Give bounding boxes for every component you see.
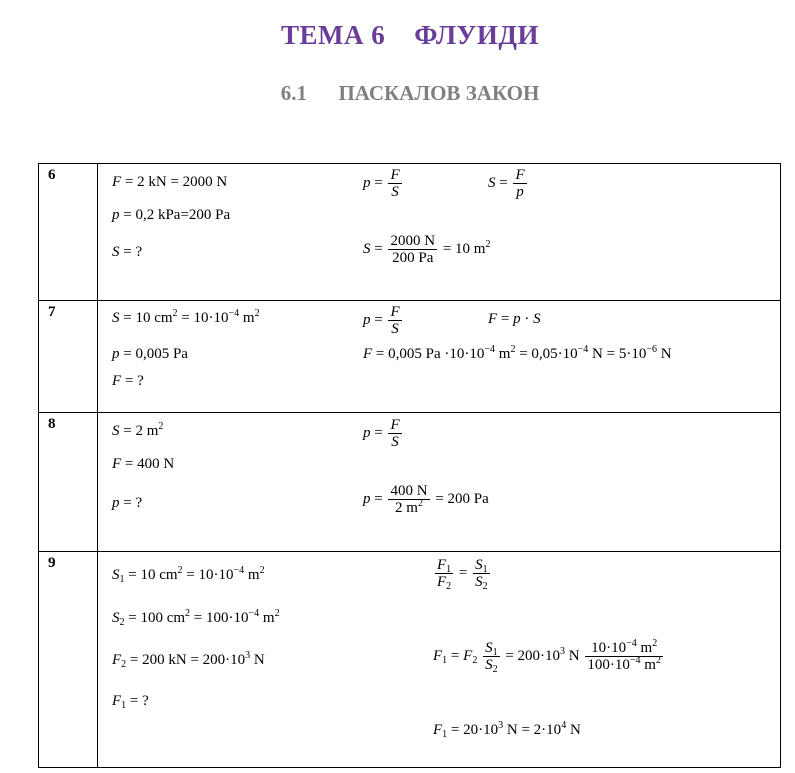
page-title: ТЕМА 6 ФЛУИДИ [281, 20, 539, 50]
given-line: F = 2 kN = 2000 N [112, 174, 228, 190]
given-line: p = 0,2 kPa=200 Pa [112, 207, 231, 223]
given-line: p = 0,005 Pa [112, 346, 188, 362]
solution-line: $F_1 = 20\cdot 10^3$ $N = 2\cdot 10^4$ N [433, 720, 581, 740]
problem-row [39, 552, 781, 768]
given-line: $F_2 = 200$ kN = $200\cdot 10^3$ N [112, 650, 265, 670]
problem-number: 8 [39, 413, 98, 552]
problem-content [98, 164, 781, 301]
problem-number: 9 [39, 552, 98, 768]
problem-number: 7 [39, 301, 98, 413]
given-line: $S_1 = 10$ $cm^2 = 10\cdot 10^{-4}$ $m^2$ [112, 565, 265, 585]
problem-row [39, 164, 781, 301]
formula: p = $\frac{F}{S}$ [363, 167, 400, 200]
solution-line: S = $\frac{2000 N}{200 Pa}$ = 10 $m^2$ [363, 233, 491, 266]
section-subtitle: 6.1 ПАСКАЛОВ ЗАКОН [280, 81, 540, 105]
given-line: $F_1$ = ? [112, 693, 149, 711]
given-line: F = ? [112, 373, 144, 389]
formula: F = p · S [488, 311, 541, 327]
given-line: $S_2 = 100$ $cm^2 = 100\cdot 10^{-4}$ $m^2$ [112, 608, 280, 628]
problem-content [98, 552, 781, 768]
given-line: S = 2 $m^2$ [112, 421, 164, 439]
problem-content [98, 413, 781, 552]
solution-line: F = 0,005 $Pa \cdot 10\cdot 10^{-4}$ $m^2 = 0,05\cdot 10^{-4}$ $N = 5\cdot 10^{-6}$ N [363, 344, 672, 362]
formula: $\frac{F_1}{F_2}$ = $\frac{S_1}{S_2}$ [437, 557, 488, 592]
given-line: F = 400 N [112, 456, 175, 472]
formula: S = $\frac{F}{p}$ [488, 167, 525, 200]
problems-table [38, 163, 781, 768]
given-line: S = 10 $cm^2 = 10\cdot 10^{-4}$ $m^2$ [112, 308, 260, 326]
problem-row [39, 301, 781, 413]
problem-number: 6 [39, 164, 98, 301]
formula: p = $\frac{F}{S}$ [363, 417, 400, 450]
given-line: S = ? [112, 244, 143, 260]
solution-line: p = $\frac{400 N}{2 m^2}$ = 200 Pa [363, 483, 489, 516]
problem-row [39, 413, 781, 552]
problem-content [98, 301, 781, 413]
solution-line: $F_1 = F_2$ $\frac{S_1}{S_2}$ = $200\cdot 10^3$ N $\frac{10\cdot 10^{-4} m^2}{100\cdot 10^{-4} m^2}$ [433, 638, 661, 675]
given-line: p = ? [112, 495, 143, 511]
formula: p = $\frac{F}{S}$ [363, 304, 400, 337]
